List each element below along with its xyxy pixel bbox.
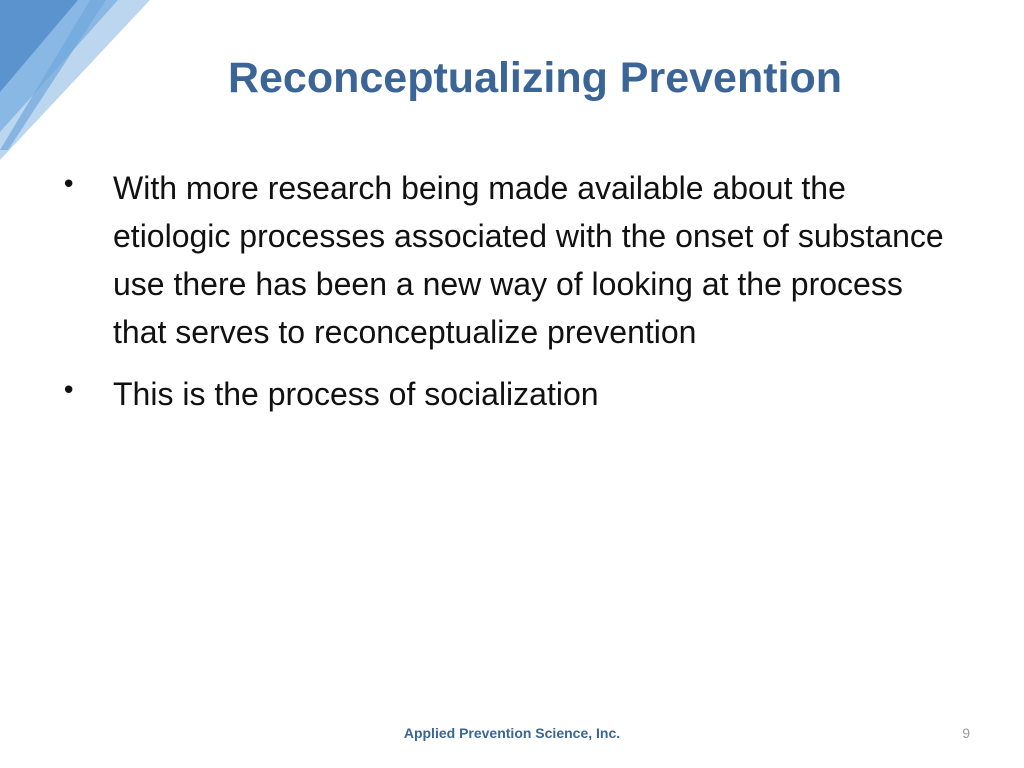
- bullet-item: [0, 164, 963, 356]
- bullet-dot: •: [61, 170, 77, 200]
- bullet-list: [0, 164, 1024, 418]
- slide-title: Reconceptualizing Prevention: [227, 54, 843, 102]
- footer-organization: Applied Prevention Science, Inc.: [403, 725, 621, 741]
- bullet-text: With more research being made available about the etiologic processes associated with the onset of substance use there has been a new way of looking at the process that serves to reconceptualize prevention: [113, 170, 944, 350]
- bullet-item: [0, 370, 963, 418]
- bullet-dot: •: [61, 376, 77, 406]
- bullet-text: This is the process of socialization: [113, 376, 599, 412]
- corner-decoration-icon: [0, 0, 160, 170]
- page-number: 9: [962, 725, 970, 741]
